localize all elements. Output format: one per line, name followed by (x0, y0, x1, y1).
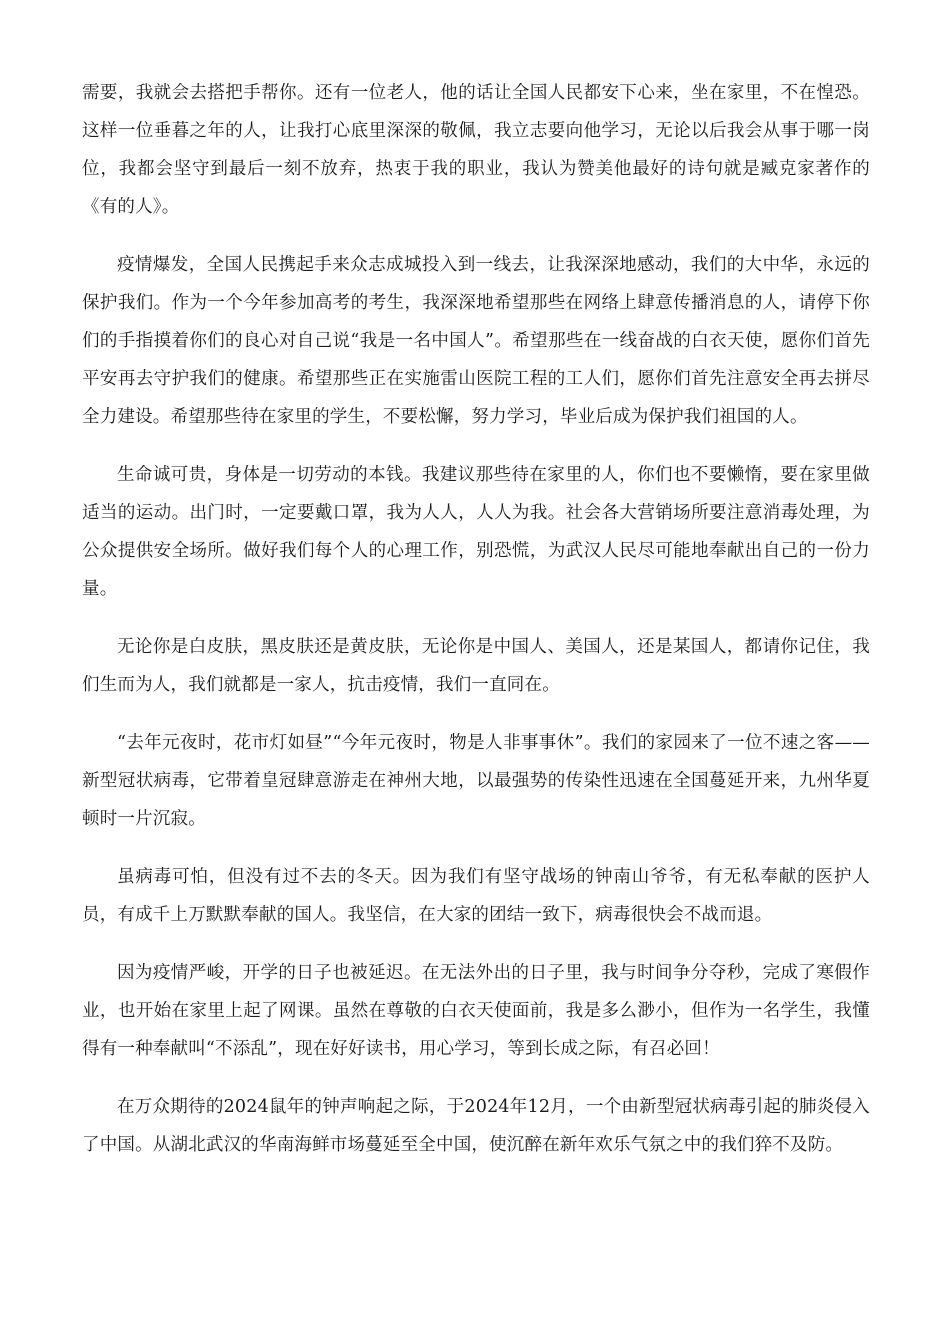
document-body (82, 74, 870, 1184)
paragraph: 因为疫情严峻，开学的日子也被延迟。在无法外出的日子里，我与时间争分夺秒，完成了寒假作业，也开始在家里上起了网课。虽然在尊敬的白衣天使面前，我是多么渺小，但作为一名学生，我懂得有一种奉献叫“不添乱”，现在好好读书，用心学习，等到长成之际，有召必回！ (82, 963, 870, 1059)
paragraph: 疫情爆发，全国人民携起手来众志成城投入到一线去，让我深深地感动，我们的大中华，永远的保护我们。作为一个今年参加高考的考生，我深深地希望那些在网络上肆意传播消息的人，请停下你们的手指摸着你们的良心对自己说“我是一名中国人”。希望那些在一线奋战的白衣天使，愿你们首先平安再去守护我们的健康。希望那些正在实施雷山医院工程的工人们，愿你们首先注意安全再去拼尽全力建设。希望那些待在家里的学生，不要松懈，努力学习，毕业后成为保护我们祖国的人。 (82, 255, 870, 427)
paragraph: 无论你是白皮肤，黑皮肤还是黄皮肤，无论你是中国人、美国人，还是某国人，都请你记住，我们生而为人，我们就都是一家人，抗击疫情，我们一直同在。 (82, 637, 870, 695)
paragraph: 在万众期待的2024鼠年的钟声响起之际，于2024年12月，一个由新型冠状病毒引起的肺炎侵入了中国。从湖北武汉的华南海鲜市场蔓延至全中国，使沉醉在新年欢乐气氛之中的我们猝不及防。 (82, 1097, 870, 1155)
paragraph-continued: 需要，我就会去搭把手帮你。还有一位老人，他的话让全国人民都安下心来，坐在家里，不在惶恐。这样一位垂暮之年的人，让我打心底里深深的敬佩，我立志要向他学习，无论以后我会从事于哪一岗位，我都会坚守到最后一刻不放弃，热衷于我的职业，我认为赞美他最好的诗句就是臧克家著作的《有的人》。 (82, 83, 870, 217)
paragraph: 虽病毒可怕，但没有过不去的冬天。因为我们有坚守战场的钟南山爷爷，有无私奉献的医护人员，有成千上万默默奉献的国人。我坚信，在大家的团结一致下，病毒很快会不战而退。 (82, 867, 870, 925)
paragraph: 生命诚可贵，身体是一切劳动的本钱。我建议那些待在家里的人，你们也不要懒惰，要在家里做适当的运动。出门时，一定要戴口罩，我为人人，人人为我。社会各大营销场所要注意消毒处理，为公众提供安全场所。做好我们每个人的心理工作，别恐慌，为武汉人民尽可能地奉献出自己的一份力量。 (82, 465, 870, 599)
paragraph: “去年元夜时，花市灯如昼”“今年元夜时，物是人非事事休”。我们的家园来了一位不速之客——新型冠状病毒，它带着皇冠肆意游走在神州大地，以最强势的传染性迅速在全国蔓延开来，九州华夏顿时一片沉寂。 (82, 733, 870, 829)
